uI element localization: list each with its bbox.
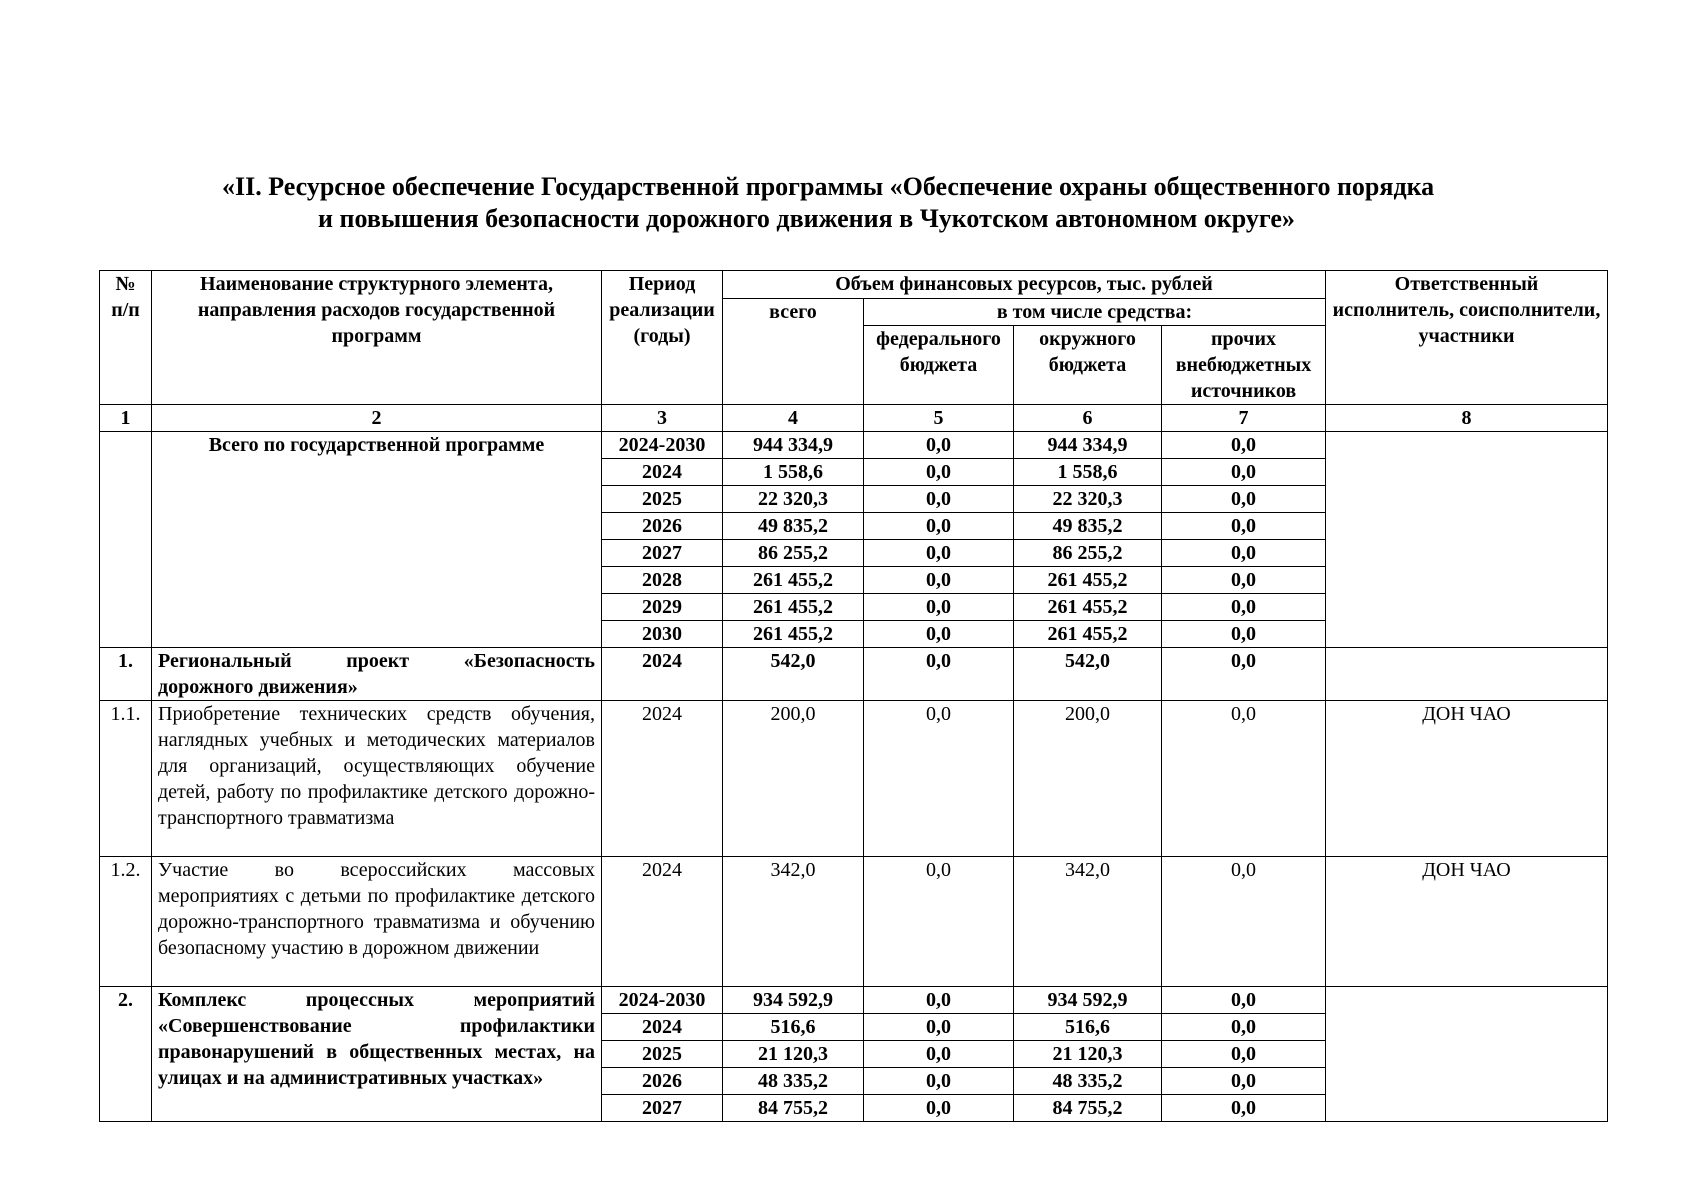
title-line-2: и повышения безопасности дорожного движения в Чукотском автономном округе»	[318, 204, 1295, 233]
cell-federal: 0,0	[864, 648, 1014, 701]
cell-period: 2030	[602, 621, 723, 648]
cell-district: 542,0	[1014, 648, 1162, 701]
cell-period: 2024-2030	[602, 987, 723, 1014]
total-responsible-cell	[1326, 432, 1608, 648]
cell-period: 2024	[602, 648, 723, 701]
col-number: 7	[1162, 405, 1326, 432]
title-line-1: «II. Ресурсное обеспечение Государственной программы «Обеспечение охраны общественного порядка	[222, 172, 1435, 201]
cell-responsible: ДОН ЧАО	[1326, 857, 1608, 987]
cell-other: 0,0	[1162, 621, 1326, 648]
cell-other: 0,0	[1162, 1068, 1326, 1095]
cell-federal: 0,0	[864, 486, 1014, 513]
cell-other: 0,0	[1162, 701, 1326, 857]
cell-federal: 0,0	[864, 513, 1014, 540]
cell-no: 1.2.	[100, 857, 152, 987]
cell-name: Приобретение технических средств обучения, наглядных учебных и методических материалов для организаций, осуществляющих обучение детей, работу по профилактике детского дорожно-транспортного травматизма	[152, 701, 602, 857]
cell-total: 48 335,2	[723, 1068, 864, 1095]
cell-district: 84 755,2	[1014, 1095, 1162, 1122]
header-total: всего	[723, 299, 864, 405]
cell-other: 0,0	[1162, 486, 1326, 513]
cell-name: Региональный проект «Безопасность дорожного движения»	[152, 648, 602, 701]
cell-district: 944 334,9	[1014, 432, 1162, 459]
cell-period: 2026	[602, 1068, 723, 1095]
total-name: Всего по государственной программе	[152, 432, 602, 648]
cell-total: 49 835,2	[723, 513, 864, 540]
table-row	[100, 857, 1608, 987]
cell-period: 2027	[602, 1095, 723, 1122]
header-no: № п/п	[100, 271, 152, 405]
table-row	[100, 648, 1608, 701]
col-number: 5	[864, 405, 1014, 432]
table-row	[100, 987, 1608, 1014]
cell-period: 2029	[602, 594, 723, 621]
header-including-group: в том числе средства:	[864, 299, 1326, 326]
cell-period: 2024	[602, 459, 723, 486]
cell-total: 542,0	[723, 648, 864, 701]
cell-district: 934 592,9	[1014, 987, 1162, 1014]
cell-period: 2024-2030	[602, 432, 723, 459]
header-other: прочих внебюджетных источников	[1162, 326, 1326, 405]
cell-district: 1 558,6	[1014, 459, 1162, 486]
cell-total: 261 455,2	[723, 594, 864, 621]
cell-total: 200,0	[723, 701, 864, 857]
cell-federal: 0,0	[864, 594, 1014, 621]
cell-other: 0,0	[1162, 1041, 1326, 1068]
cell-total: 22 320,3	[723, 486, 864, 513]
col-number: 8	[1326, 405, 1608, 432]
cell-total: 261 455,2	[723, 567, 864, 594]
cell-period: 2024	[602, 1014, 723, 1041]
cell-period: 2025	[602, 486, 723, 513]
table-row	[100, 432, 1608, 459]
cell-no: 2.	[100, 987, 152, 1122]
cell-other: 0,0	[1162, 432, 1326, 459]
cell-federal: 0,0	[864, 1095, 1014, 1122]
cell-federal: 0,0	[864, 987, 1014, 1014]
table-row	[100, 701, 1608, 857]
header-responsible: Ответственный исполнитель, соисполнители, участники	[1326, 271, 1608, 405]
cell-federal: 0,0	[864, 540, 1014, 567]
cell-district: 21 120,3	[1014, 1041, 1162, 1068]
header-district: окружного бюджета	[1014, 326, 1162, 405]
cell-period: 2024	[602, 857, 723, 987]
cell-period: 2027	[602, 540, 723, 567]
cell-total: 1 558,6	[723, 459, 864, 486]
cell-district: 261 455,2	[1014, 567, 1162, 594]
cell-period: 2024	[602, 701, 723, 857]
cell-district: 516,6	[1014, 1014, 1162, 1041]
cell-district: 261 455,2	[1014, 621, 1162, 648]
col-number: 2	[152, 405, 602, 432]
header-volume-group: Объем финансовых ресурсов, тыс. рублей	[723, 271, 1326, 299]
resource-table	[99, 270, 1608, 1122]
section2-responsible-cell	[1326, 987, 1608, 1122]
cell-other: 0,0	[1162, 540, 1326, 567]
header-federal: федерального бюджета	[864, 326, 1014, 405]
cell-responsible: ДОН ЧАО	[1326, 701, 1608, 857]
cell-no: 1.1.	[100, 701, 152, 857]
cell-total: 84 755,2	[723, 1095, 864, 1122]
cell-district: 22 320,3	[1014, 486, 1162, 513]
total-no-cell	[100, 432, 152, 648]
cell-responsible	[1326, 648, 1608, 701]
cell-other: 0,0	[1162, 648, 1326, 701]
cell-total: 516,6	[723, 1014, 864, 1041]
cell-total: 944 334,9	[723, 432, 864, 459]
col-number: 3	[602, 405, 723, 432]
cell-federal: 0,0	[864, 1041, 1014, 1068]
cell-other: 0,0	[1162, 1014, 1326, 1041]
cell-district: 342,0	[1014, 857, 1162, 987]
cell-period: 2025	[602, 1041, 723, 1068]
cell-no: 1.	[100, 648, 152, 701]
cell-total: 934 592,9	[723, 987, 864, 1014]
header-period: Период реализации (годы)	[602, 271, 723, 405]
cell-district: 86 255,2	[1014, 540, 1162, 567]
cell-district: 261 455,2	[1014, 594, 1162, 621]
col-number: 6	[1014, 405, 1162, 432]
cell-district: 48 335,2	[1014, 1068, 1162, 1095]
col-number: 1	[100, 405, 152, 432]
cell-total: 261 455,2	[723, 621, 864, 648]
cell-federal: 0,0	[864, 1068, 1014, 1095]
header-name: Наименование структурного элемента, направления расходов государственной программ	[152, 271, 602, 405]
cell-federal: 0,0	[864, 459, 1014, 486]
cell-federal: 0,0	[864, 857, 1014, 987]
cell-federal: 0,0	[864, 567, 1014, 594]
cell-other: 0,0	[1162, 594, 1326, 621]
cell-federal: 0,0	[864, 621, 1014, 648]
cell-period: 2028	[602, 567, 723, 594]
cell-federal: 0,0	[864, 432, 1014, 459]
cell-other: 0,0	[1162, 567, 1326, 594]
cell-total: 342,0	[723, 857, 864, 987]
cell-district: 49 835,2	[1014, 513, 1162, 540]
cell-other: 0,0	[1162, 987, 1326, 1014]
cell-other: 0,0	[1162, 513, 1326, 540]
cell-total: 21 120,3	[723, 1041, 864, 1068]
cell-district: 200,0	[1014, 701, 1162, 857]
cell-other: 0,0	[1162, 857, 1326, 987]
cell-federal: 0,0	[864, 701, 1014, 857]
cell-other: 0,0	[1162, 459, 1326, 486]
col-number: 4	[723, 405, 864, 432]
cell-period: 2026	[602, 513, 723, 540]
cell-name: Участие во всероссийских массовых мероприятиях с детьми по профилактике детского дорожно-транспортного травматизма и обучению безопасному участию в дорожном движении	[152, 857, 602, 987]
cell-name: Комплекс процессных мероприятий «Совершенствование профилактики правонарушений в общественных местах, на улицах и на административных участках»	[152, 987, 602, 1122]
cell-other: 0,0	[1162, 1095, 1326, 1122]
cell-federal: 0,0	[864, 1014, 1014, 1041]
cell-total: 86 255,2	[723, 540, 864, 567]
